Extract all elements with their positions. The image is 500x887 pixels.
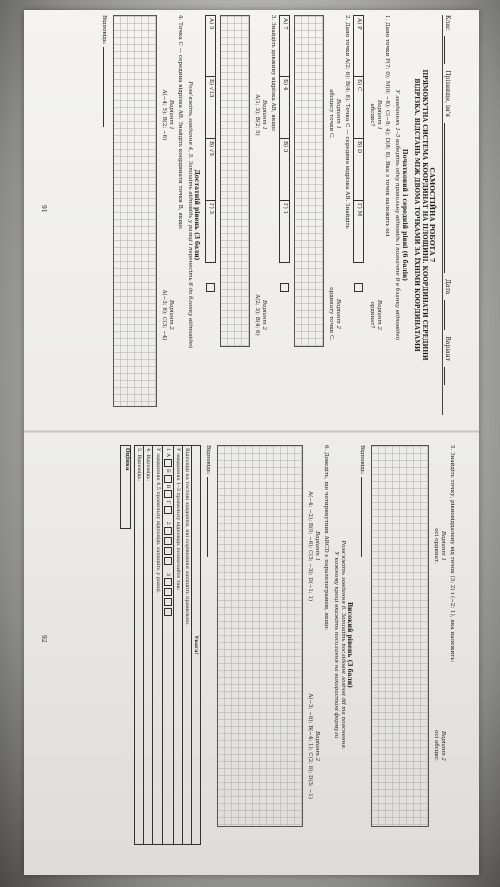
task-3-answers xyxy=(205,15,216,415)
page-91 xyxy=(38,15,458,415)
task-4-text: 4. Точка C — середина відрізка AB. Знайдіть координати точки B, якщо: xyxy=(176,15,183,230)
score-box[interactable]: Оцінка xyxy=(120,445,131,529)
level-2-instructions: Розв'яжіть завдання 4, 5. Запишіть відповідь у рамці і перенесіть її до бланку відповідей xyxy=(186,81,193,349)
answer-cell[interactable] xyxy=(164,547,172,555)
answer-cell[interactable] xyxy=(164,557,172,565)
task-2-text: 2. Дано точки A(2; 6); B(4; 8). Точка C — середина відрізка AB. Знайдіть xyxy=(343,15,350,229)
answer-cell[interactable] xyxy=(164,578,172,586)
level-3-instructions-b: У кожному кроці вкажіть посилання на використані формули xyxy=(332,551,339,739)
header-fields xyxy=(442,15,458,415)
task-6-text: 6. Доведіть, що чотирикутник ABCD є паралелограмом, якщо: xyxy=(323,445,330,630)
t4-var2-label: Варіант 2 xyxy=(167,299,174,330)
t2-var2-label: Варіант 2 xyxy=(334,299,341,329)
answer-label-5: Відповідь: xyxy=(359,445,366,475)
answer-sheet-line3: У завданнях 4,5 правильну відповідь запишіть у рамці. xyxy=(152,446,161,844)
t2-answer-b[interactable]: Б) 4 xyxy=(279,77,290,139)
t1-answer-a[interactable]: А) P xyxy=(353,15,364,77)
t3-answer-b[interactable]: Б) √13 xyxy=(205,77,216,139)
level-3-heading: Високий рівень (3 бали) xyxy=(346,601,354,689)
answer-sheet-line2: У завданнях 1–3 правильну відповідь позначайте так: xyxy=(173,446,182,844)
answer-label: Відповідь: xyxy=(101,15,108,45)
task-6-variants xyxy=(306,445,320,845)
t6-var1-question: A(−4; −2); B(0; −6); C(3; −3); D(−1; 1) xyxy=(307,491,314,602)
t6-var2-label: Варіант 2 xyxy=(314,731,321,762)
cell-letter-c: В xyxy=(164,484,171,489)
t5-var1-label: Варіант 1 xyxy=(440,530,447,561)
task-3-grid[interactable] xyxy=(220,15,250,347)
t1-var2-question: ординат? xyxy=(368,301,375,329)
answer-cell[interactable] xyxy=(164,527,172,535)
t4-var1-question: A(−4; 5); B(2; −6) xyxy=(161,89,168,141)
t2-var2-question: ординату точки C. xyxy=(327,287,334,341)
paper-fold xyxy=(24,430,479,433)
task-4-grid[interactable] xyxy=(113,15,157,407)
answer-cell[interactable] xyxy=(164,490,172,498)
task-6-grid[interactable] xyxy=(217,445,303,827)
answer-cell[interactable] xyxy=(164,475,172,483)
t1-answer-d[interactable]: Г) M xyxy=(353,201,364,263)
cell-letter-a: А xyxy=(164,453,171,457)
cell-letter-b: Б xyxy=(164,468,171,473)
t1-var2-label: Варіант 2 xyxy=(375,300,382,330)
t5-var1-question: осі ординат. xyxy=(433,528,440,564)
answer-cell[interactable] xyxy=(164,537,172,545)
level-1-heading: Початковий і середній рівні (6 балів) xyxy=(400,148,408,282)
work-title: САМОСТІЙНА РОБОТА 7 xyxy=(428,167,436,263)
t1-var1-question: абсцис? xyxy=(368,103,375,127)
task-5-text: 5. Знайдіть точку, рівновіддалену від точок (3; 2) і (−2; 1), яка належить: xyxy=(449,445,455,663)
date-line xyxy=(444,300,451,330)
t2-var1-question: абсцису точки C. xyxy=(327,89,334,139)
task-1-text: 1. Дано точки P(7; 0); M(0; −8); C(−8; 4); D(8; 8). Яка з точок належить осі xyxy=(384,15,391,237)
task-3-text: 3. Знайдіть довжину відрізка AB, якщо: xyxy=(270,15,277,132)
t6-var1-label: Варіант 1 xyxy=(314,531,321,562)
answer-sheet-title: Увага! xyxy=(191,446,200,844)
page-number-92: 92 xyxy=(40,635,48,643)
answer-sheet-line1: Відповіді на тестові завдання, які порівняння запишіть правильно. xyxy=(182,446,191,844)
t2-answer-d[interactable]: Г) 1 xyxy=(279,201,290,263)
task-3-variants xyxy=(253,15,267,415)
t6-var2-question: A(−3; −8); B(−4; 1); C(2; 8); D(3; −1) xyxy=(307,693,314,799)
answer-line-6[interactable] xyxy=(207,477,214,557)
answer-sheet-row-5[interactable]: 5. Відповідь: xyxy=(136,448,143,481)
answer-cell[interactable] xyxy=(164,598,172,606)
task-2-variants xyxy=(327,15,341,415)
t3-var2-label: Варіант 2 xyxy=(261,300,268,330)
name-label: Прізвище, ім'я xyxy=(444,70,452,118)
t5-var2-question: осі абсцис. xyxy=(433,730,440,762)
t1-answer-box[interactable] xyxy=(354,283,363,292)
t3-answer-d[interactable]: Г) 3 xyxy=(205,201,216,263)
task-2-grid[interactable] xyxy=(294,15,324,347)
date-label: Дата xyxy=(444,279,452,295)
level-3-instructions: Розв'яжіть завдання 6. Запишіть послідовні логічні дії та пояснення. xyxy=(339,540,346,750)
subtitle-2: ВІДРІЗКА. ВІДСТАНЬ МІЖ ДВОМА ТОЧКАМИ ЗА ЇХНІМИ КООРДИНАТАМИ xyxy=(413,78,421,352)
task-5-variants xyxy=(432,445,446,845)
task-number-2: 2 xyxy=(164,521,171,525)
task-5-answer xyxy=(358,445,368,845)
task-2-answers xyxy=(279,15,290,415)
task-5-grid[interactable] xyxy=(371,445,429,827)
task-number-3: 3 xyxy=(164,572,171,577)
variant-label: Варіант xyxy=(444,336,452,362)
t3-var2-question: A(2; 3); B(4; 6) xyxy=(254,294,261,336)
answer-cell[interactable] xyxy=(164,608,172,616)
answer-cell[interactable] xyxy=(164,459,172,467)
class-label: Клас xyxy=(444,15,452,31)
t3-answer-c[interactable]: В) √5 xyxy=(205,139,216,201)
t2-answer-box[interactable] xyxy=(280,283,289,292)
page-number-91: 91 xyxy=(40,205,48,213)
answer-sheet-grid xyxy=(162,446,173,844)
t3-var1-label: Варіант 1 xyxy=(261,100,268,130)
answer-line[interactable] xyxy=(103,47,110,127)
page-92 xyxy=(38,445,458,845)
level-2-heading: Достатній рівень (3 бали) xyxy=(193,169,201,261)
task-4-answer-label xyxy=(100,15,110,415)
t4-var1-label: Варіант 1 xyxy=(167,99,174,130)
t5-var2-label: Варіант 2 xyxy=(440,730,447,761)
t1-var1-label: Варіант 1 xyxy=(375,100,382,130)
t2-var1-label: Варіант 1 xyxy=(334,99,341,129)
answer-sheet-row-4[interactable]: 4. Відповідь: xyxy=(143,446,152,844)
t3-answer-box[interactable] xyxy=(206,283,215,292)
task-4-variants xyxy=(160,15,174,415)
answer-line-5[interactable] xyxy=(361,477,368,557)
class-line xyxy=(444,36,451,64)
cell-letter-d: Г xyxy=(164,500,171,504)
subtitle-1: ПРЯМОКУТНА СИСТЕМА КООРДИНАТ НА ПЛОЩИНІ. КООРДИНАТИ СЕРЕДИНИ xyxy=(420,69,428,361)
task-6-answer xyxy=(204,445,214,845)
answer-cell[interactable] xyxy=(164,588,172,596)
name-line xyxy=(444,123,451,273)
task-1-answers xyxy=(353,15,364,415)
answer-sheet xyxy=(134,445,202,845)
t3-var1-question: A(1; 3); B(2; 5) xyxy=(254,94,261,136)
answer-label-6: Відповідь: xyxy=(205,445,212,475)
t2-answer-a[interactable]: А) 7 xyxy=(279,15,290,77)
t3-answer-a[interactable]: А) 5 xyxy=(205,15,216,77)
level-1-instructions: У завданнях 1–3 виберіть одну правильну відповідь і позначте її в бланку відповідей xyxy=(394,89,401,341)
t2-answer-c[interactable]: В) 3 xyxy=(279,139,290,201)
task-1-variants xyxy=(368,15,382,415)
t4-var2-question: A(−3; 8); C(3; −4) xyxy=(161,289,168,341)
answer-cell[interactable] xyxy=(164,506,172,514)
t1-answer-c[interactable]: В) D xyxy=(353,139,364,201)
t1-answer-b[interactable]: Б) C xyxy=(353,77,364,139)
task-number-1: 1 xyxy=(164,448,171,452)
variant-line xyxy=(444,367,451,385)
